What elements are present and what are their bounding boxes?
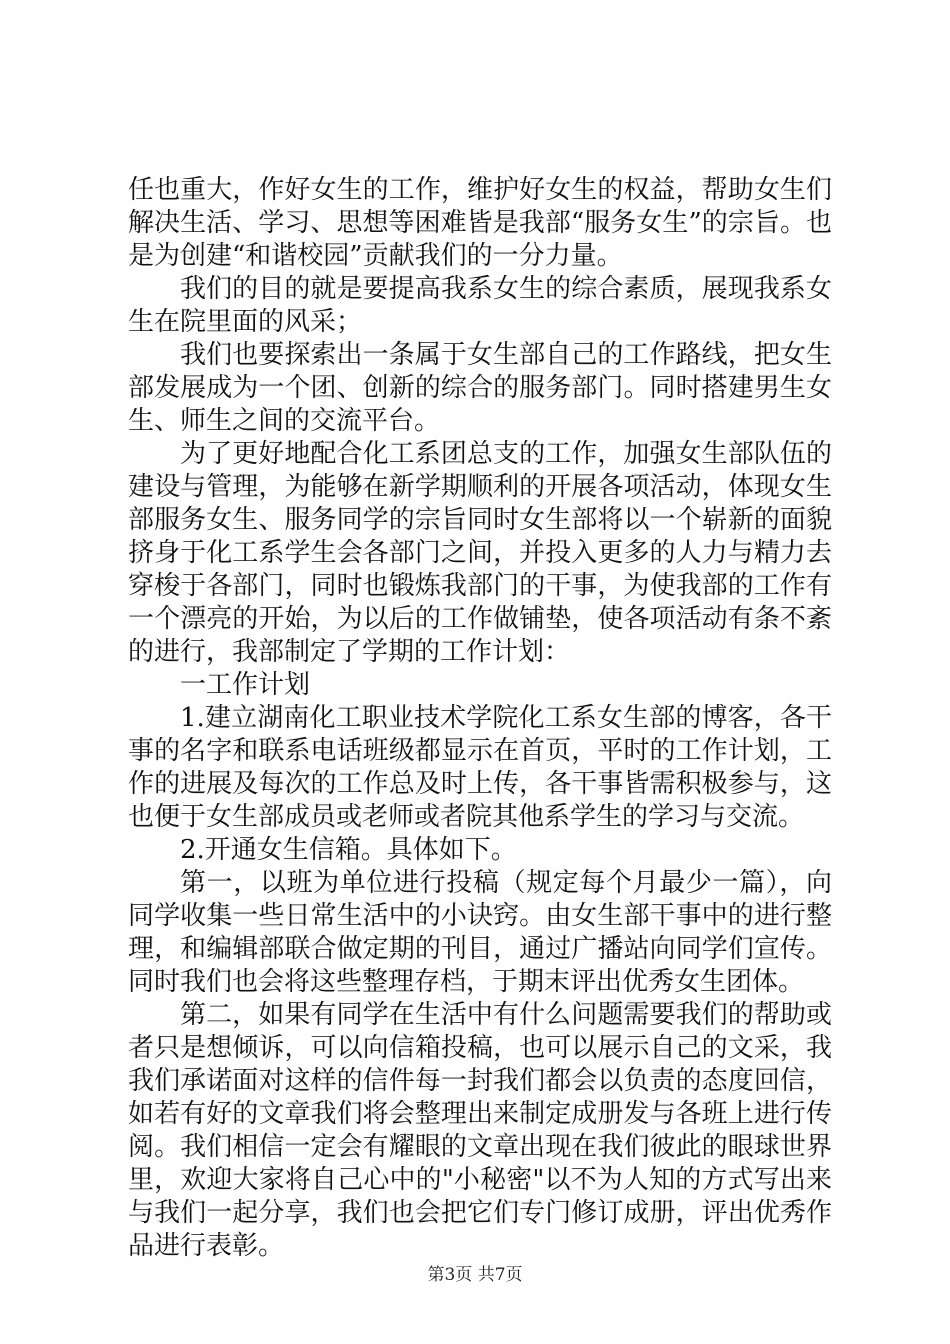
paragraph-first: 第一，以班为单位进行投稿（规定每个月最少一篇），向同学收集一些日常生活中的小诀窍。由女生部干事中的进行整理，和编辑部联合做定期的刊目，通过广播站向同学们宣传。同时我们也会将这些整理存档，于期末评出优秀女生团体。 xyxy=(128,868,832,997)
document-body xyxy=(128,174,832,1263)
paragraph-route: 我们也要探索出一条属于女生部自己的工作路线，把女生部发展成为一个团、创新的综合的服务部门。同时搭建男生女生、师生之间的交流平台。 xyxy=(128,340,832,436)
paragraph-item-1-blog: 1.建立湖南化工职业技术学院化工系女生部的博客，各干事的名字和联系电话班级都显示在首页，平时的工作计划，工作的进展及每次的工作总及时上传，各干事皆需积极参与，这也便于女生部成员或老师或者院其他系学生的学习与交流。 xyxy=(128,703,832,832)
page-number-footer: 第3页 共7页 xyxy=(427,1265,523,1285)
paragraph-second: 第二，如果有同学在生活中有什么问题需要我们的帮助或者只是想倾诉，可以向信箱投稿，也可以展示自己的文采，我我们承诺面对这样的信件每一封我们都会以负责的态度回信，如若有好的文章我们将会整理出来制定成册发与各班上进行传阅。我们相信一定会有耀眼的文章出现在我们彼此的眼球世界里，欢迎大家将自己心中的"小秘密"以不为人知的方式写出来与我们一起分享，我们也会把它们专门修订成册，评出优秀作品进行表彰。 xyxy=(128,1000,832,1261)
paragraph-purpose: 我们的目的就是要提高我系女生的综合素质，展现我系女生在院里面的风采； xyxy=(128,274,832,337)
paragraph-continuation: 任也重大，作好女生的工作，维护好女生的权益，帮助女生们解决生活、学习、思想等困难皆是我部“服务女生”的宗旨。也是为创建“和谐校园”贡献我们的一分力量。 xyxy=(128,175,832,271)
paragraph-cooperation: 为了更好地配合化工系团总支的工作，加强女生部队伍的建设与管理，为能够在新学期顺利的开展各项活动，体现女生部服务女生、服务同学的宗旨同时女生部将以一个崭新的面貌挤身于化工系学生会各部门之间，并投入更多的人力与精力去穿梭于各部门，同时也锻炼我部门的干事，为使我部的工作有一个漂亮的开始，为以后的工作做铺垫，使各项活动有条不紊的进行，我部制定了学期的工作计划： xyxy=(128,439,832,667)
section-heading-work-plan: 一工作计划 xyxy=(180,670,311,700)
paragraph-item-2-mailbox: 2.开通女生信箱。具体如下。 xyxy=(180,835,517,865)
